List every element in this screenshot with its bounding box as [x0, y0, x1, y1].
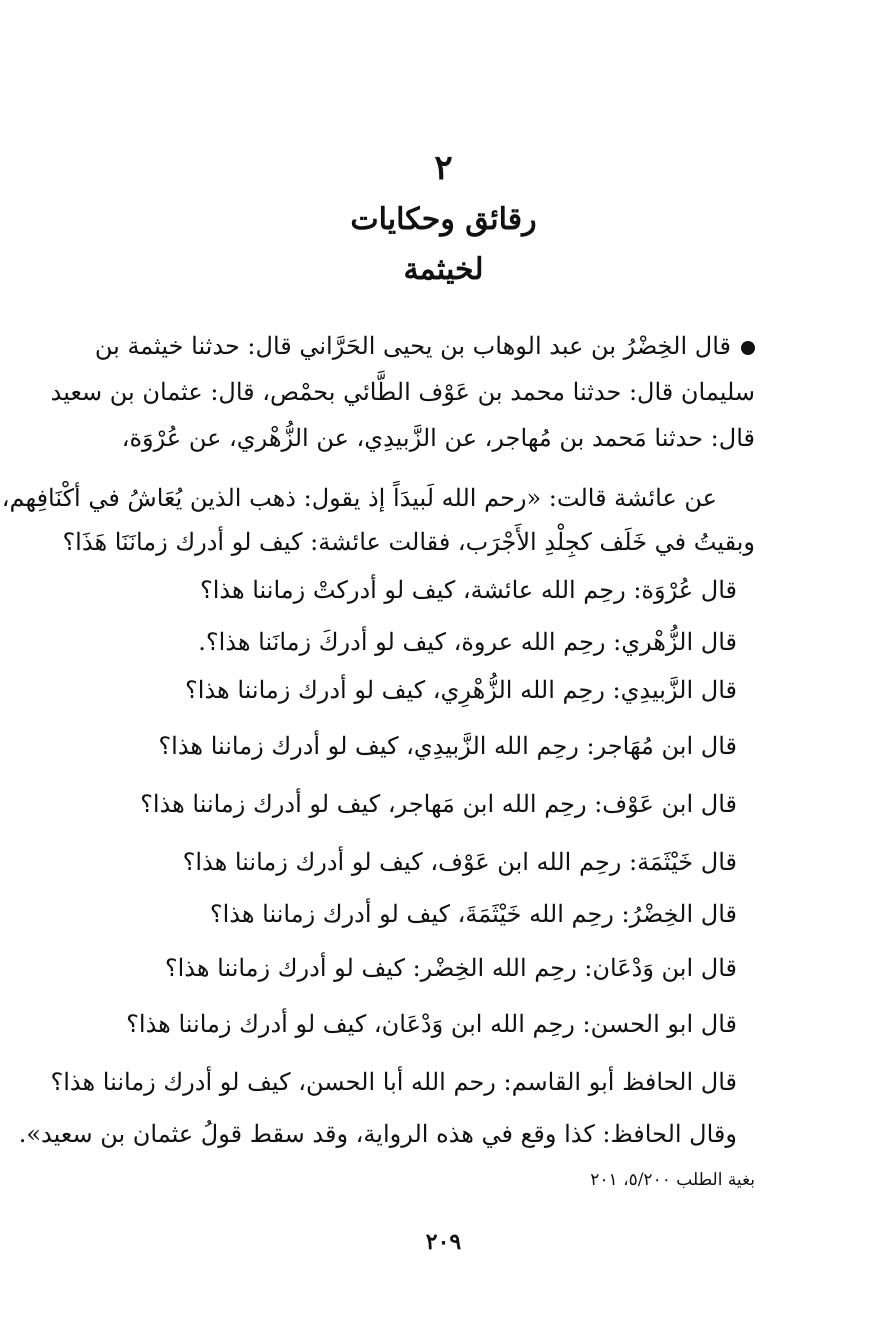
text-line-11: قال خَيْثَمَة: رحِم الله ابن عَوْف، كيف لو أدرك زماننا هذا؟	[182, 848, 737, 876]
text-line-2: سليمان قال: حدثنا محمد بن عَوْف الطَّائي بحمْص، قال: عثمان بن سعيد	[50, 378, 755, 406]
text-line-3: قال: حدثنا مَحمد بن مُهاجر، عن الزَّبيدِي، عن الزُّهْري، عن عُرْوَة،	[121, 424, 755, 452]
footnote-reference: بغية الطلب ٥/٢٠٠، ٢٠١	[590, 1170, 755, 1190]
text-line-14: قال ابو الحسن: رحِم الله ابن وَدْعَان، كيف لو أدرك زماننا هذا؟	[126, 1010, 737, 1038]
text-line-1-content: قال الخِضْرُ بن عبد الوهاب بن يحيى الحَرَّاني قال: حدثنا خيثمة بن	[94, 332, 731, 360]
text-line-5: وبقيتُ في خَلَف كجِلْدِ الأَجْرَب، فقالت عائشة: كيف لو أدرك زمانَنَا هَذَا؟	[62, 528, 755, 556]
text-line-16: وقال الحافظ: كذا وقع في هذه الرواية، وقد سقط قولُ عثمان بن سعيد».	[18, 1120, 737, 1148]
text-line-10: قال ابن عَوْف: رحِم الله ابن مَهاجر، كيف لو أدرك زماننا هذا؟	[140, 790, 737, 818]
chapter-subtitle: لخيثمة	[403, 252, 484, 287]
text-line-9: قال ابن مُهَاجر: رحِم الله الزَّبيدِي، كيف لو أدرك زماننا هذا؟	[158, 732, 737, 760]
chapter-number: ٢	[434, 148, 453, 188]
text-line-6: قال عُرْوَة: رحِم الله عائشة، كيف لو أدركتْ زماننا هذا؟	[199, 576, 737, 604]
text-line-4: عن عائشة قالت: «رحم الله لَبيدَاً إذ يقول: ذهب الذين يُعَاشُ في أكْنَافِهم،	[1, 484, 717, 512]
text-line-13: قال ابن وَدْعَان: رحِم الله الخِضْر: كيف لو أدرك زماننا هذا؟	[164, 954, 737, 982]
bullet-icon	[741, 341, 755, 355]
chapter-title: رقائق وحكايات	[350, 202, 537, 237]
text-line-8: قال الزَّبيدِي: رحِم الله الزُّهْرِي، كيف لو أدرك زماننا هذا؟	[185, 676, 737, 704]
text-line-7: قال الزُّهْري: رحِم الله عروة، كيف لو أدركَ زمانَنا هذا؟.	[198, 628, 737, 656]
text-line-15: قال الحافظ أبو القاسم: رحم الله أبا الحسن، كيف لو أدرك زماننا هذا؟	[50, 1068, 737, 1096]
text-line-12: قال الخِضْرُ: رحِم الله خَيْثَمَةَ، كيف لو أدرك زماننا هذا؟	[209, 900, 737, 928]
text-line-1	[94, 326, 755, 366]
page-number: ٢٠٩	[425, 1229, 462, 1255]
